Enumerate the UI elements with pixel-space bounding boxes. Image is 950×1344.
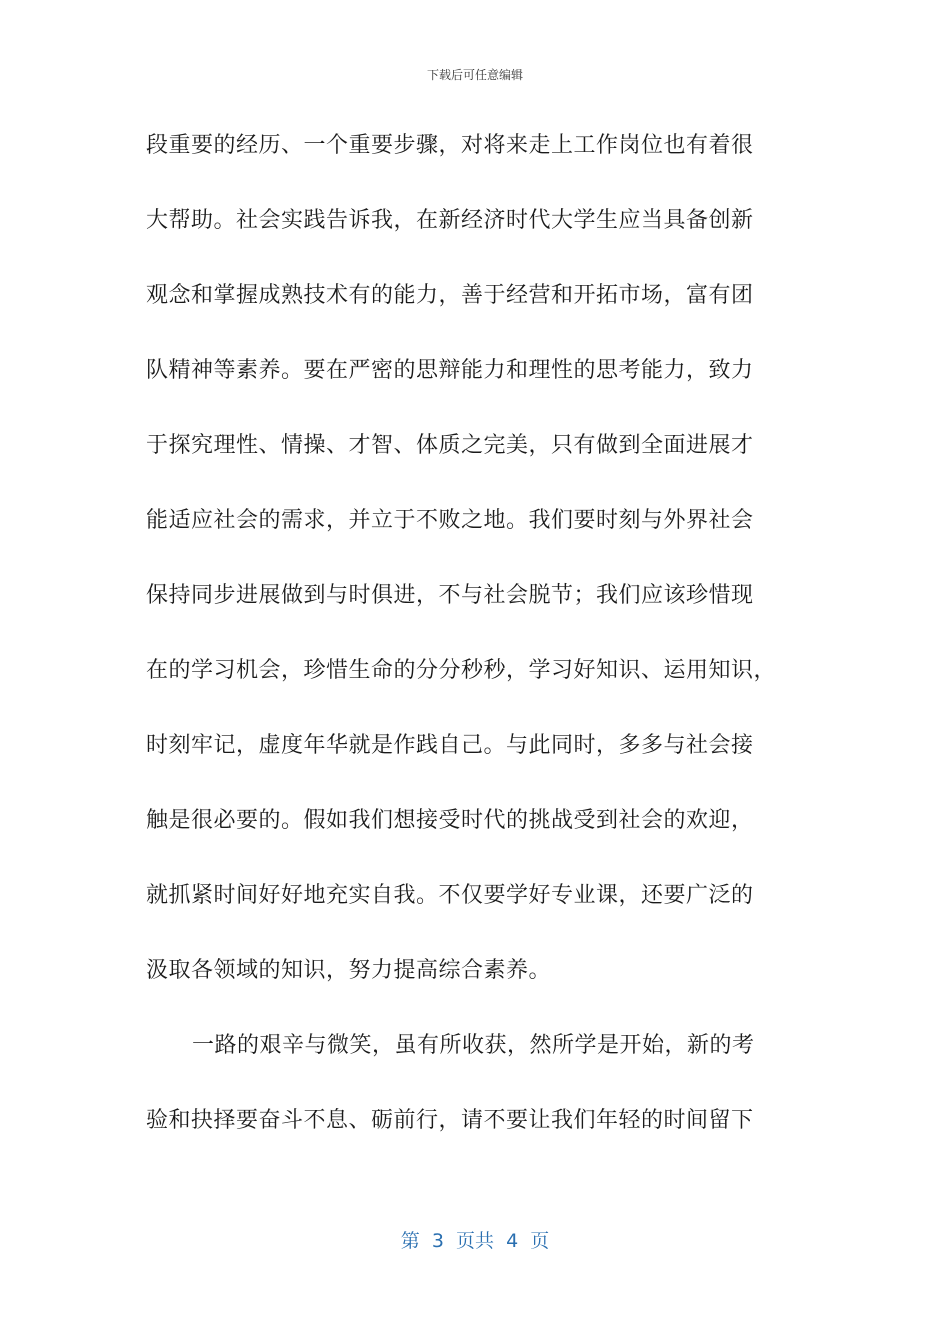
text-line: 队精神等素养。要在严密的思辩能力和理性的思考能力，致力 <box>146 358 754 383</box>
text-line: 验和抉择要奋斗不息、砺前行，请不要让我们年轻的时间留下 <box>146 1108 754 1133</box>
page-number: 第 3 页共 4 页 <box>400 1230 550 1252</box>
text-line: 就抓紧时间好好地充实自我。不仅要学好专业课，还要广泛的 <box>146 883 754 908</box>
text-line: 触是很必要的。假如我们想接受时代的挑战受到社会的欢迎， <box>146 808 754 833</box>
text-line: 保持同步进展做到与时俱进，不与社会脱节；我们应该珍惜现 <box>146 583 754 608</box>
paragraph-start-line: 一路的艰辛与微笑，虽有所收获，然所学是开始，新的考 <box>192 1033 755 1058</box>
text-line: 观念和掌握成熟技术有的能力，善于经营和开拓市场，富有团 <box>146 283 754 308</box>
text-line: 能适应社会的需求，并立于不败之地。我们要时刻与外界社会 <box>146 508 754 533</box>
page-header-note: 下载后可任意编辑 <box>426 68 523 82</box>
document-body <box>146 124 826 1174</box>
text-line: 时刻牢记，虚度年华就是作践自己。与此同时，多多与社会接 <box>146 733 754 758</box>
text-line: 在的学习机会，珍惜生命的分分秒秒，学习好知识、运用知识， <box>146 658 777 683</box>
text-line: 汲取各领域的知识，努力提高综合素养。 <box>146 958 552 983</box>
text-line: 大帮助。社会实践告诉我，在新经济时代大学生应当具备创新 <box>146 208 754 233</box>
text-line: 于探究理性、情操、才智、体质之完美，只有做到全面进展才 <box>146 433 754 458</box>
text-line: 段重要的经历、一个重要步骤，对将来走上工作岗位也有着很 <box>146 133 754 158</box>
